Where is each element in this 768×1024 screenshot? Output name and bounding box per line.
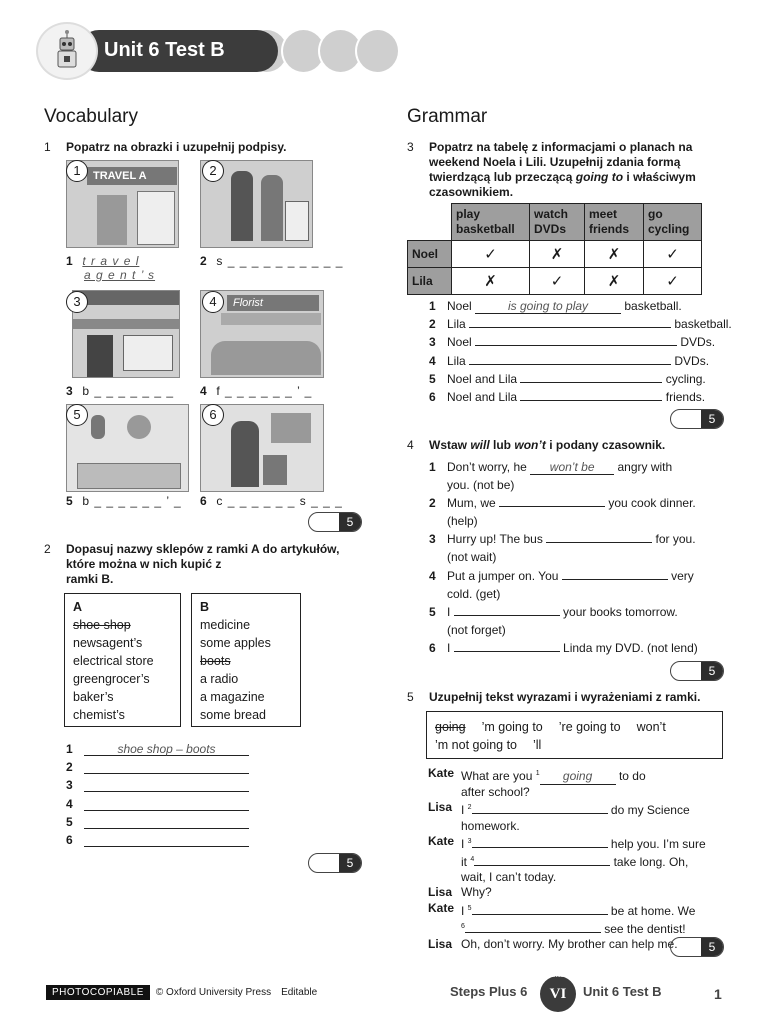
book-title: Steps Plus 6 <box>450 984 528 999</box>
sentence-line: 6 I Linda my DVD. (not lend) <box>429 641 698 655</box>
sentence-hint: (help) <box>447 514 478 529</box>
photocopiable-badge: PHOTOCOPIABLE <box>46 985 150 1000</box>
question-instruction: Popatrz na tabelę z informacjami o planach na weekend Noela i Lili. Uzupełnij zdania formą twierdzącą lub przeczącą going to i właściwym czasownikiem. <box>429 140 696 199</box>
answer-row: 3 <box>66 778 73 793</box>
score-box: 5 <box>670 409 724 429</box>
question-instruction: Popatrz na obrazki i uzupełnij podpisy. <box>66 140 287 154</box>
footer-unit: Unit 6 Test B <box>583 984 662 999</box>
column-header: meet friends <box>585 204 644 241</box>
sentence-line: 2 Mum, we you cook dinner. <box>429 496 696 511</box>
bookshop-picture <box>72 290 180 378</box>
picture-number: 4 <box>202 291 224 313</box>
score-box: 5 <box>308 853 362 873</box>
answer-row: 4 <box>66 796 73 811</box>
question-number: 5 <box>407 690 414 704</box>
sentence-hint: cold. (get) <box>447 586 501 601</box>
sentence-line: 1 Noel is going to play basketball. <box>429 299 682 313</box>
caption: 3 b _ _ _ _ _ _ _ <box>66 384 175 398</box>
caption: 6 c _ _ _ _ _ _ s _ _ _ <box>200 494 343 508</box>
row-header: Noel <box>408 241 452 268</box>
answer-blank[interactable] <box>454 651 560 652</box>
answer-line[interactable] <box>84 797 249 811</box>
vocabulary-heading: Vocabulary <box>44 106 139 127</box>
sentence-line: 4 Lila DVDs. <box>429 353 710 368</box>
picture-number: 6 <box>202 404 224 426</box>
answer-row: 2 <box>66 760 73 775</box>
word-box: going ’m going to ’re going to won’t ’m not going to ’ll <box>426 711 723 759</box>
question-number: 1 <box>44 140 51 154</box>
picture-number: 2 <box>202 160 224 182</box>
sentence-line: 5 Noel and Lila cycling. <box>429 371 706 386</box>
answer-row: 6 <box>66 833 73 847</box>
answer-line[interactable] <box>84 833 249 847</box>
sentence-hint: (not forget) <box>447 622 506 637</box>
answer-blank[interactable]: is going to play <box>475 299 621 314</box>
plan-mark: ✗ <box>530 241 585 268</box>
plan-mark: ✓ <box>530 268 585 295</box>
plan-mark: ✓ <box>644 268 702 295</box>
question-instruction: Uzupełnij tekst wyrazami i wyrażeniami z ramki. <box>429 690 701 704</box>
plan-mark: ✓ <box>452 241 530 268</box>
page-title: Unit 6 Test B <box>104 39 225 61</box>
answer-line[interactable] <box>84 760 249 774</box>
column-header: play basketball <box>452 204 530 241</box>
box-b: B medicine some apples boots a radio a magazine some bread <box>191 593 301 727</box>
question-number: 2 <box>44 542 51 556</box>
picture-number: 1 <box>66 160 88 182</box>
plan-mark: ✗ <box>452 268 530 295</box>
score-box: 5 <box>308 512 362 532</box>
caption-line2: a g e n t ’ s <box>84 268 156 282</box>
unit-banner <box>36 22 400 80</box>
dialogue: Kate What are you $^1$ going to do after school? Lisa I $^2$ do my Science homework. Kate I $^3$ help you. I’m sure it $^4$ take long. Oh, wait, I can’t today. Lisa Why? Kate I $^5$ be at home. We $^6$ see the dentist! Lisa Oh, don’t worry. My brother can help me. <box>428 766 706 952</box>
score-box: 5 <box>670 937 724 957</box>
sentence-line: 3 Noel DVDs. <box>429 335 716 350</box>
plans-table <box>407 203 702 295</box>
sentence-line: 3 Hurry up! The bus for you. <box>429 532 696 547</box>
answer-line[interactable]: shoe shop – boots <box>84 742 249 756</box>
answer-row: 5 <box>66 814 73 829</box>
answer-blank[interactable] <box>469 327 671 328</box>
answer-row: 1 <box>66 742 73 756</box>
answer-line[interactable] <box>84 815 249 829</box>
caption: 1 t r a v e l <box>66 254 140 268</box>
answer-blank[interactable] <box>469 364 671 365</box>
answer-blank[interactable] <box>520 400 662 401</box>
box-a: A shoe shop newsagent’s electrical store greengrocer’s baker’s chemist’s <box>64 593 181 727</box>
sentence-hint: you. (not be) <box>447 478 515 492</box>
answer-blank[interactable] <box>562 579 668 580</box>
question-number: 4 <box>407 438 414 452</box>
question-instruction: Wstaw will lub won’t i podany czasownik. <box>429 438 666 452</box>
answer-blank[interactable] <box>454 615 560 616</box>
plan-mark: ✗ <box>585 241 644 268</box>
class-vi-badge: dla klasy VI <box>540 976 576 1012</box>
caption: 4 f _ _ _ _ _ _ ’ _ <box>200 384 313 398</box>
sign-text: Florist <box>227 295 319 311</box>
answer-blank[interactable] <box>499 506 605 507</box>
answer-blank[interactable]: won’t be <box>530 460 614 475</box>
sentence-line: 5 I your books tomorrow. <box>429 604 678 619</box>
plan-mark: ✓ <box>644 241 702 268</box>
answer-line[interactable] <box>84 778 249 792</box>
column-header: watch DVDs <box>530 204 585 241</box>
footer-left <box>46 985 317 1000</box>
score-box: 5 <box>670 661 724 681</box>
sentence-hint: (not wait) <box>447 550 497 565</box>
sentence-line: 1 Don’t worry, he won’t be angry with <box>429 460 673 474</box>
page-number: 1 <box>714 986 722 1002</box>
row-header: Lila <box>408 268 452 295</box>
caption: 5 b _ _ _ _ _ _ ’ _ <box>66 494 182 508</box>
picture-number: 3 <box>66 291 88 313</box>
sentence-line: 4 Put a jumper on. You very <box>429 568 694 583</box>
editable-label: Editable <box>281 987 318 998</box>
sign-text: TRAVEL A <box>87 167 177 185</box>
copyright: © Oxford University Press <box>155 987 272 998</box>
robot-logo-icon <box>36 22 98 80</box>
question-number: 3 <box>407 140 414 154</box>
column-header: go cycling <box>644 204 702 241</box>
sentence-line: 6 Noel and Lila friends. <box>429 390 706 404</box>
plan-mark: ✗ <box>585 268 644 295</box>
question-instruction: Dopasuj nazwy sklepów z ramki A do artykułów, które można w nich kupić z ramki B. <box>66 542 340 586</box>
grammar-heading: Grammar <box>407 106 488 127</box>
answer-blank[interactable] <box>520 382 662 383</box>
answer-blank[interactable] <box>546 542 652 543</box>
caption: 2 s _ _ _ _ _ _ _ _ _ _ <box>200 254 344 268</box>
answer-blank[interactable] <box>475 345 677 346</box>
picture-number: 5 <box>66 404 88 426</box>
sentence-line: 2 Lila basketball. <box>429 317 732 332</box>
